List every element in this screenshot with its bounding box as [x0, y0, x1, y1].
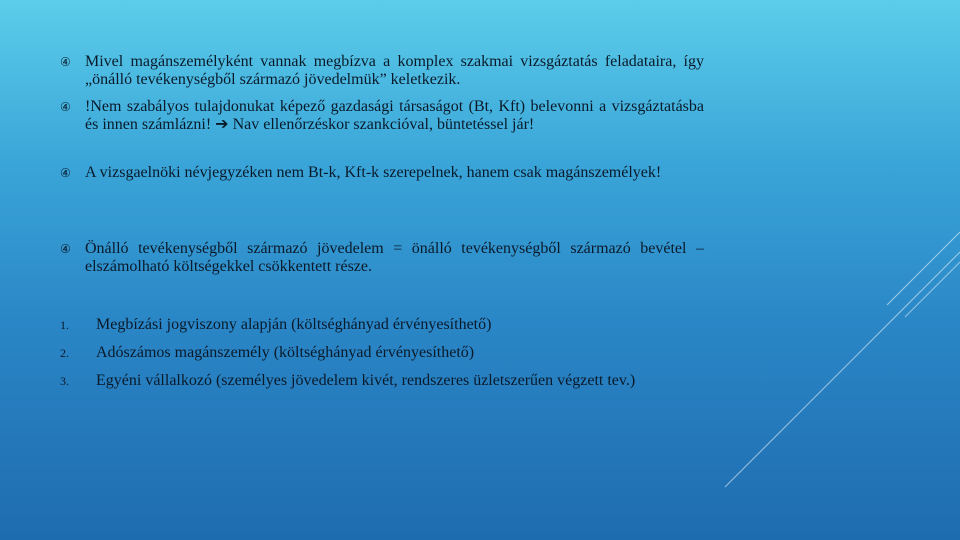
item-number: 1.	[60, 318, 69, 332]
item-number: 2.	[60, 346, 69, 360]
deco-line	[887, 232, 960, 305]
bullet-text: Mivel magánszemélyként vannak megbízva a komplex szakmai vizsgáztatás feladataira, így „önálló tevékenységből származó jövedelmük” keletkezik.	[85, 53, 704, 88]
bullet-item	[60, 164, 704, 182]
bullet-text: !Nem szabályos tulajdonukat képező gazdasági társaságot (Bt, Kft) belevonni a vizsgáztatásba és innen számlázni! ➔ Nav ellenőrzéskor szankcióval, büntetéssel jár!	[85, 98, 704, 133]
circled-arrow-bullet-icon: ④	[60, 242, 71, 256]
bullet-item	[60, 240, 704, 276]
numbered-item	[60, 372, 704, 390]
numbered-item	[60, 344, 704, 362]
circled-arrow-bullet-icon: ④	[60, 55, 71, 69]
item-text: Adószámos magánszemély (költséghányad érvényesíthető)	[96, 344, 475, 361]
circled-arrow-bullet-icon: ④	[60, 100, 71, 114]
item-text: Megbízási jogviszony alapján (költséghányad érvényesíthető)	[96, 316, 492, 333]
circled-arrow-bullet-icon: ④	[60, 166, 71, 180]
numbered-item	[60, 316, 704, 334]
bullet-item	[60, 53, 704, 89]
item-number: 3.	[60, 374, 69, 388]
bullet-item	[60, 98, 704, 134]
bullet-text: A vizsgaelnöki névjegyzéken nem Bt-k, Kft-k szerepelnek, hanem csak magánszemélyek!	[85, 164, 662, 181]
deco-line	[905, 262, 960, 317]
deco-line	[725, 252, 960, 487]
bullet-text: Önálló tevékenységből származó jövedelem = önálló tevékenységből származó bevétel – elszámolható költségekkel csökkentett része.	[85, 240, 704, 275]
item-text: Egyéni vállalkozó (személyes jövedelem kivét, rendszeres üzletszerűen végzett tev.)	[96, 372, 636, 389]
